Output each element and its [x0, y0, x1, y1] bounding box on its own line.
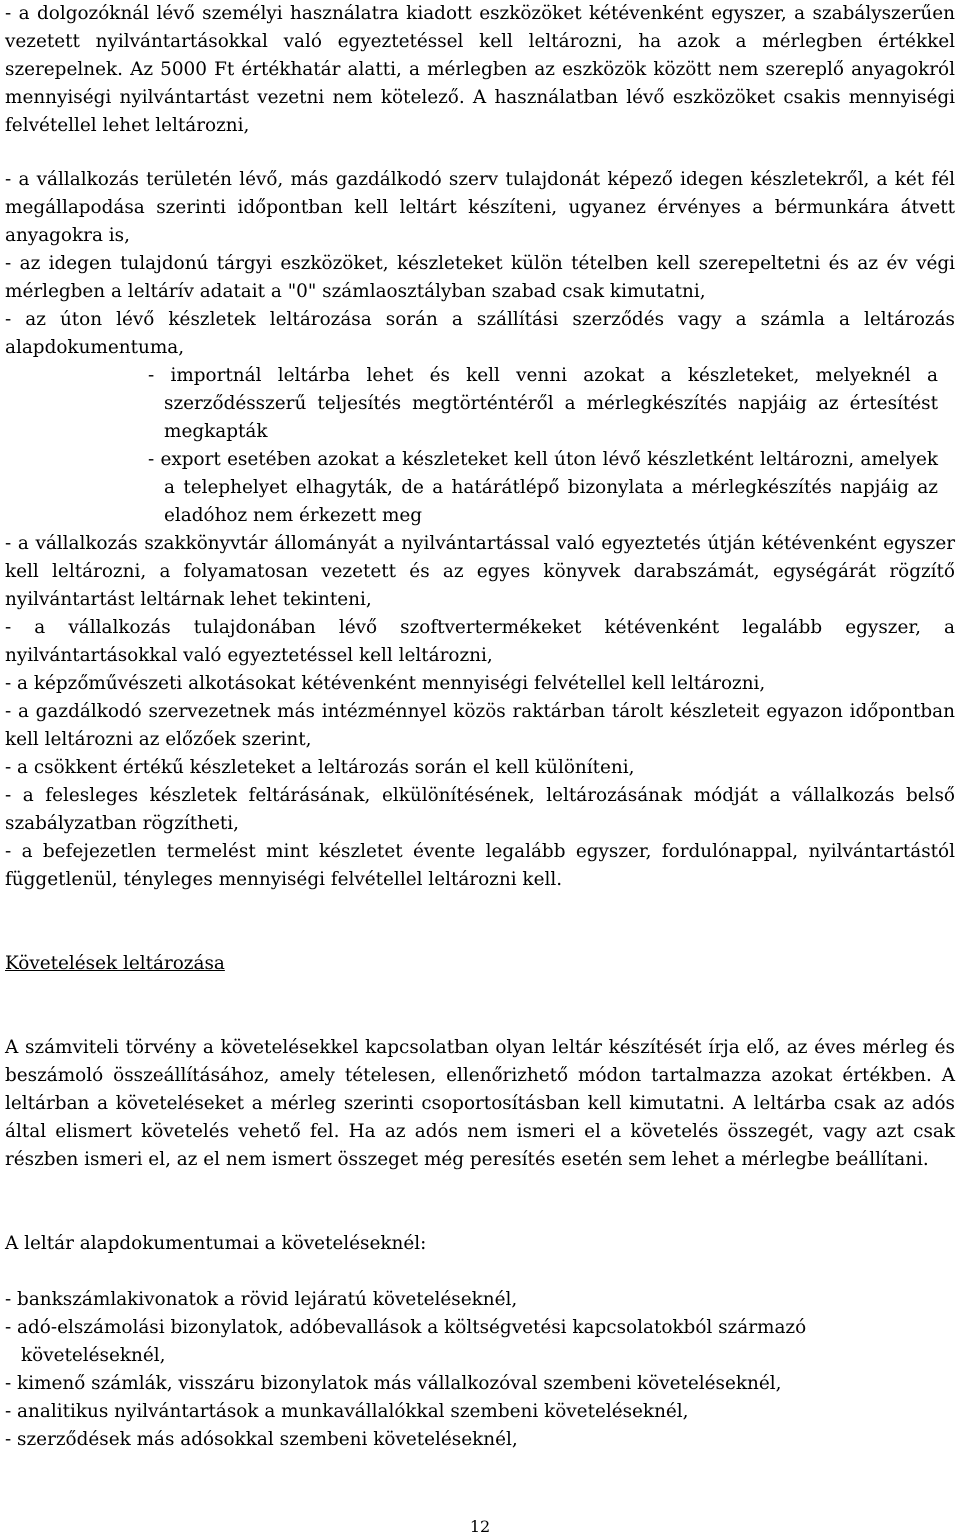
list-b: [5, 530, 955, 894]
list-item: - bankszámlakivonatok a rövid lejáratú követeléseknél,: [5, 1289, 518, 1310]
list-item: - a vállalkozás tulajdonában lévő szoftvertermékeket kétévenként legalább egyszer, a nyilvántartásokkal való egyeztetéssel kell leltározni,: [5, 617, 955, 666]
list-item: - szerződések más adósokkal szembeni követeléseknél,: [5, 1429, 518, 1450]
sub-list: [148, 362, 938, 530]
list-item: - a csökkent értékű készleteket a leltározás során el kell különíteni,: [5, 757, 635, 778]
documents-intro: A leltár alapdokumentumai a követeléseknél:: [5, 1233, 427, 1254]
list-item: - kimenő számlák, visszáru bizonylatok más vállalkozóval szembeni követeléseknél,: [5, 1373, 782, 1394]
list-item: - a vállalkozás területén lévő, más gazdálkodó szerv tulajdonát képező idegen készletekről, a két fél megállapodása szerinti időpontban kell leltárt készíteni, ugyanez érvényes a bérmunkára átvett anyagokra is,: [5, 169, 955, 246]
documents-list: [5, 1286, 955, 1454]
list-a: [5, 166, 955, 362]
list-item: - az úton lévő készletek leltározása során a szállítási szerződés vagy a számla a leltározás alapdokumentuma,: [5, 309, 955, 358]
list-item: - adó-elszámolási bizonylatok, adóbevallások a költségvetési kapcsolatokból származó követeléseknél,: [5, 1317, 807, 1366]
list-item: - a befejezetlen termelést mint készletet évente legalább egyszer, fordulónappal, nyilvántartástól függetlenül, tényleges mennyiségi felvétellel leltározni kell.: [5, 841, 955, 890]
sub-list-item: - importnál leltárba lehet és kell venni azokat a készleteket, melyeknél a szerződésszerű teljesítés megtörténtéről a mérlegkészítés napjáig az értesítést megkapták: [148, 365, 938, 442]
list-item: - az idegen tulajdonú tárgyi eszközöket, készleteket külön tételben kell szerepeltetni és az év végi mérlegben a leltárív adatait a "0" számlaosztályban szabad csak kimutatni,: [5, 253, 955, 302]
list-item: - a vállalkozás szakkönyvtár állományát a nyilvántartással való egyeztetés útján kétévenként egyszer kell leltározni, a folyamatosan vezetett és az egyes könyvek darabszámát, egységárát rögzítő nyilvántartást leltárnak lehet tekinteni,: [5, 533, 955, 610]
page-number: 12: [469, 1517, 491, 1536]
sub-list-item: - export esetében azokat a készleteket kell úton lévő készletként leltározni, amelyek a telephelyet elhagyták, de a határátlépő bizonylata a mérlegkészítés napjáig az eladóhoz nem érkezett meg: [148, 449, 938, 526]
list-item: - a felesleges készletek feltárásának, elkülönítésének, leltározásának módját a vállalkozás belső szabályzatban rögzítheti,: [5, 785, 955, 834]
list-item: - a képzőművészeti alkotásokat kétévenként mennyiségi felvétellel kell leltározni,: [5, 673, 766, 694]
list-item: - a gazdálkodó szervezetnek más intézménnyel közös raktárban tárolt készleteit egyazon időpontban kell leltározni az előzőek szerint,: [5, 701, 955, 750]
section-heading: Követelések leltározása: [5, 953, 225, 974]
intro-paragraph: - a dolgozóknál lévő személyi használatra kiadott eszközöket kétévenként egyszer, a szabályszerűen vezetett nyilvántartásokkal való egyeztetéssel kell leltározni, ha azok a mérlegben értékkel szerepelnek. Az 5000 Ft értékhatár alatti, a mérlegben az eszközök között nem szereplő anyagokról mennyiségi nyilvántartást vezetni nem kötelező. A használatban lévő eszközöket csakis mennyiségi felvétellel lehet leltározni,: [5, 3, 955, 136]
receivables-paragraph: A számviteli törvény a követelésekkel kapcsolatban olyan leltár készítését írja elő, az éves mérleg és beszámoló összeállításához, amely tételesen, ellenőrizhető módon tartalmazza azokat értékben. A leltárban a követeléseket a mérleg szerinti csoportosításban kell kimutatni. A leltárba csak az adós által elismert követelés vehető fel. Ha az adós nem ismeri el a követelés összegét, vagy azt csak részben ismeri el, az el nem ismert összeget még peresítés esetén sem lehet a mérlegbe beállítani.: [5, 1037, 955, 1170]
list-item: - analitikus nyilvántartások a munkavállalókkal szembeni követeléseknél,: [5, 1401, 689, 1422]
